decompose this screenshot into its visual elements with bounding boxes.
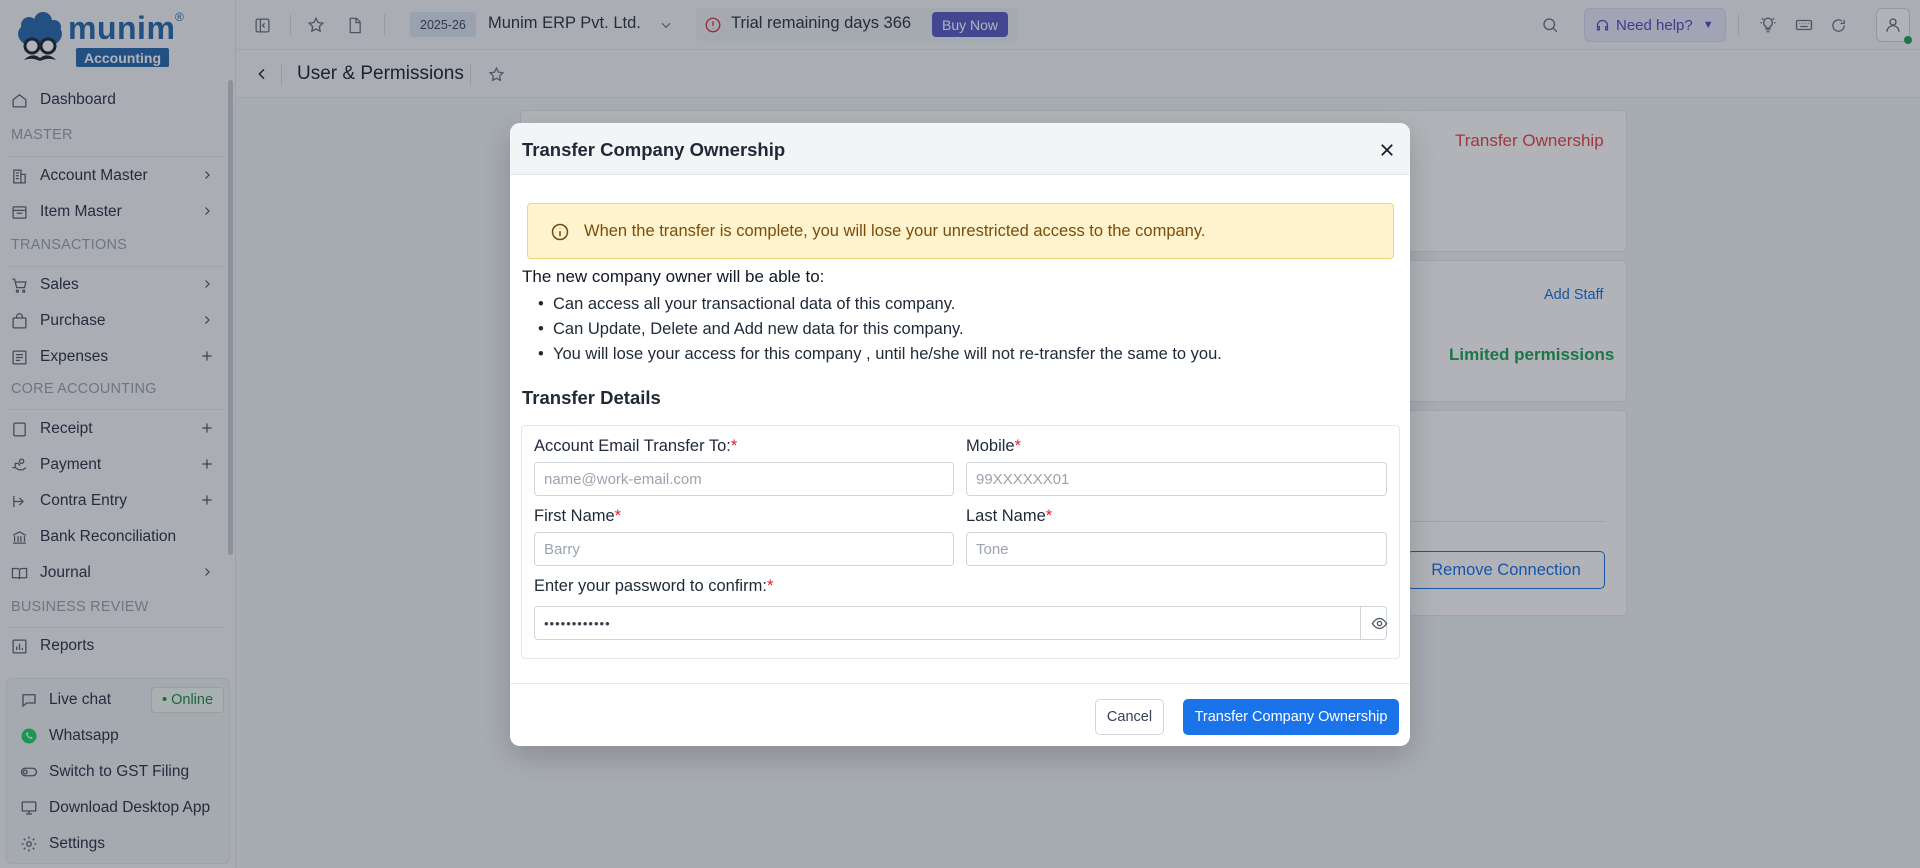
ability-item: • Can access all your transactional data of this company.	[553, 295, 955, 314]
buy-now-button[interactable]: Buy Now	[932, 12, 1008, 37]
sidebar-item-label: Payment	[40, 456, 102, 473]
first-name-label: First Name*	[534, 507, 622, 525]
registered-mark: ®	[175, 10, 184, 24]
need-help-label: Need help?	[1616, 16, 1693, 34]
sidebar-item-label: Item Master	[40, 203, 122, 220]
online-status-badge: • Online	[151, 687, 224, 713]
download-desktop-label: Download Desktop App	[49, 799, 211, 816]
sidebar-item-label: Account Master	[40, 167, 148, 184]
section-master: MASTER	[11, 127, 73, 143]
sidebar-item-label: Purchase	[40, 312, 106, 329]
add-staff-link[interactable]: Add Staff	[1544, 287, 1604, 303]
password-field[interactable]	[534, 606, 1387, 640]
ability-item: • You will lose your access for this company , until he/she will not re-transfer the same to you.	[553, 345, 1222, 364]
transfer-details-heading: Transfer Details	[522, 387, 661, 408]
email-label: Account Email Transfer To:*	[534, 437, 738, 455]
caret-down-icon: ▼	[1702, 19, 1714, 31]
live-chat-label: Live chat	[49, 691, 112, 708]
sidebar-item-label: Contra Entry	[40, 492, 128, 509]
remove-connection-button[interactable]: Remove Connection	[1407, 551, 1605, 589]
section-core-accounting: CORE ACCOUNTING	[11, 381, 157, 397]
last-name-label: Last Name*	[966, 507, 1053, 525]
warning-text: When the transfer is complete, you will lose your unrestricted access to the company.	[584, 222, 1206, 240]
sidebar-item-label: Reports	[40, 637, 95, 654]
brand-name: munim	[68, 10, 176, 46]
dialog-title: Transfer Company Ownership	[522, 139, 786, 160]
password-label: Enter your password to confirm:*	[534, 577, 774, 595]
settings-label: Settings	[49, 835, 106, 852]
cancel-button[interactable]: Cancel	[1095, 699, 1164, 735]
sidebar-item-label: Receipt	[40, 420, 93, 437]
first-name-field[interactable]: Barry	[534, 532, 954, 566]
whatsapp-label: Whatsapp	[49, 727, 119, 744]
sidebar-item-label: Expenses	[40, 348, 109, 365]
last-name-field[interactable]: Tone	[966, 532, 1387, 566]
section-transactions: TRANSACTIONS	[11, 237, 127, 253]
page-title: User & Permissions	[297, 63, 464, 84]
password-value: ••••••••••••	[544, 615, 611, 631]
sidebar-item-label: Journal	[40, 564, 91, 581]
financial-year-badge[interactable]: 2025-26	[410, 12, 476, 37]
transfer-form	[521, 425, 1400, 659]
dialog-header	[510, 123, 1410, 175]
transfer-ownership-button[interactable]: Transfer Company Ownership	[1183, 699, 1399, 735]
email-field[interactable]: name@work-email.com	[534, 462, 954, 496]
close-icon[interactable]	[1378, 141, 1396, 159]
section-business-review: BUSINESS REVIEW	[11, 599, 149, 615]
limited-permissions-label: Limited permissions	[1449, 345, 1615, 364]
switch-gst-label: Switch to GST Filing	[49, 763, 190, 780]
transfer-ownership-dialog	[510, 123, 1410, 746]
transfer-ownership-link[interactable]: Transfer Ownership	[1455, 131, 1604, 150]
sidebar-item-label: Sales	[40, 276, 79, 293]
mobile-field[interactable]: 99XXXXXX01	[966, 462, 1387, 496]
sidebar-item-label: Bank Reconciliation	[40, 528, 177, 545]
abilities-intro: The new company owner will be able to:	[522, 267, 825, 286]
warning-alert	[527, 203, 1394, 259]
brand-tagline: Accounting	[76, 48, 169, 67]
mobile-label: Mobile*	[966, 437, 1022, 455]
ability-item: • Can Update, Delete and Add new data for this company.	[553, 320, 964, 339]
company-name[interactable]: Munim ERP Pvt. Ltd.	[488, 14, 641, 32]
trial-remaining-text: Trial remaining days 366	[731, 14, 912, 32]
sidebar-item-label: Dashboard	[40, 91, 116, 108]
info-circle-icon	[550, 222, 570, 242]
eye-icon[interactable]	[1360, 606, 1398, 640]
